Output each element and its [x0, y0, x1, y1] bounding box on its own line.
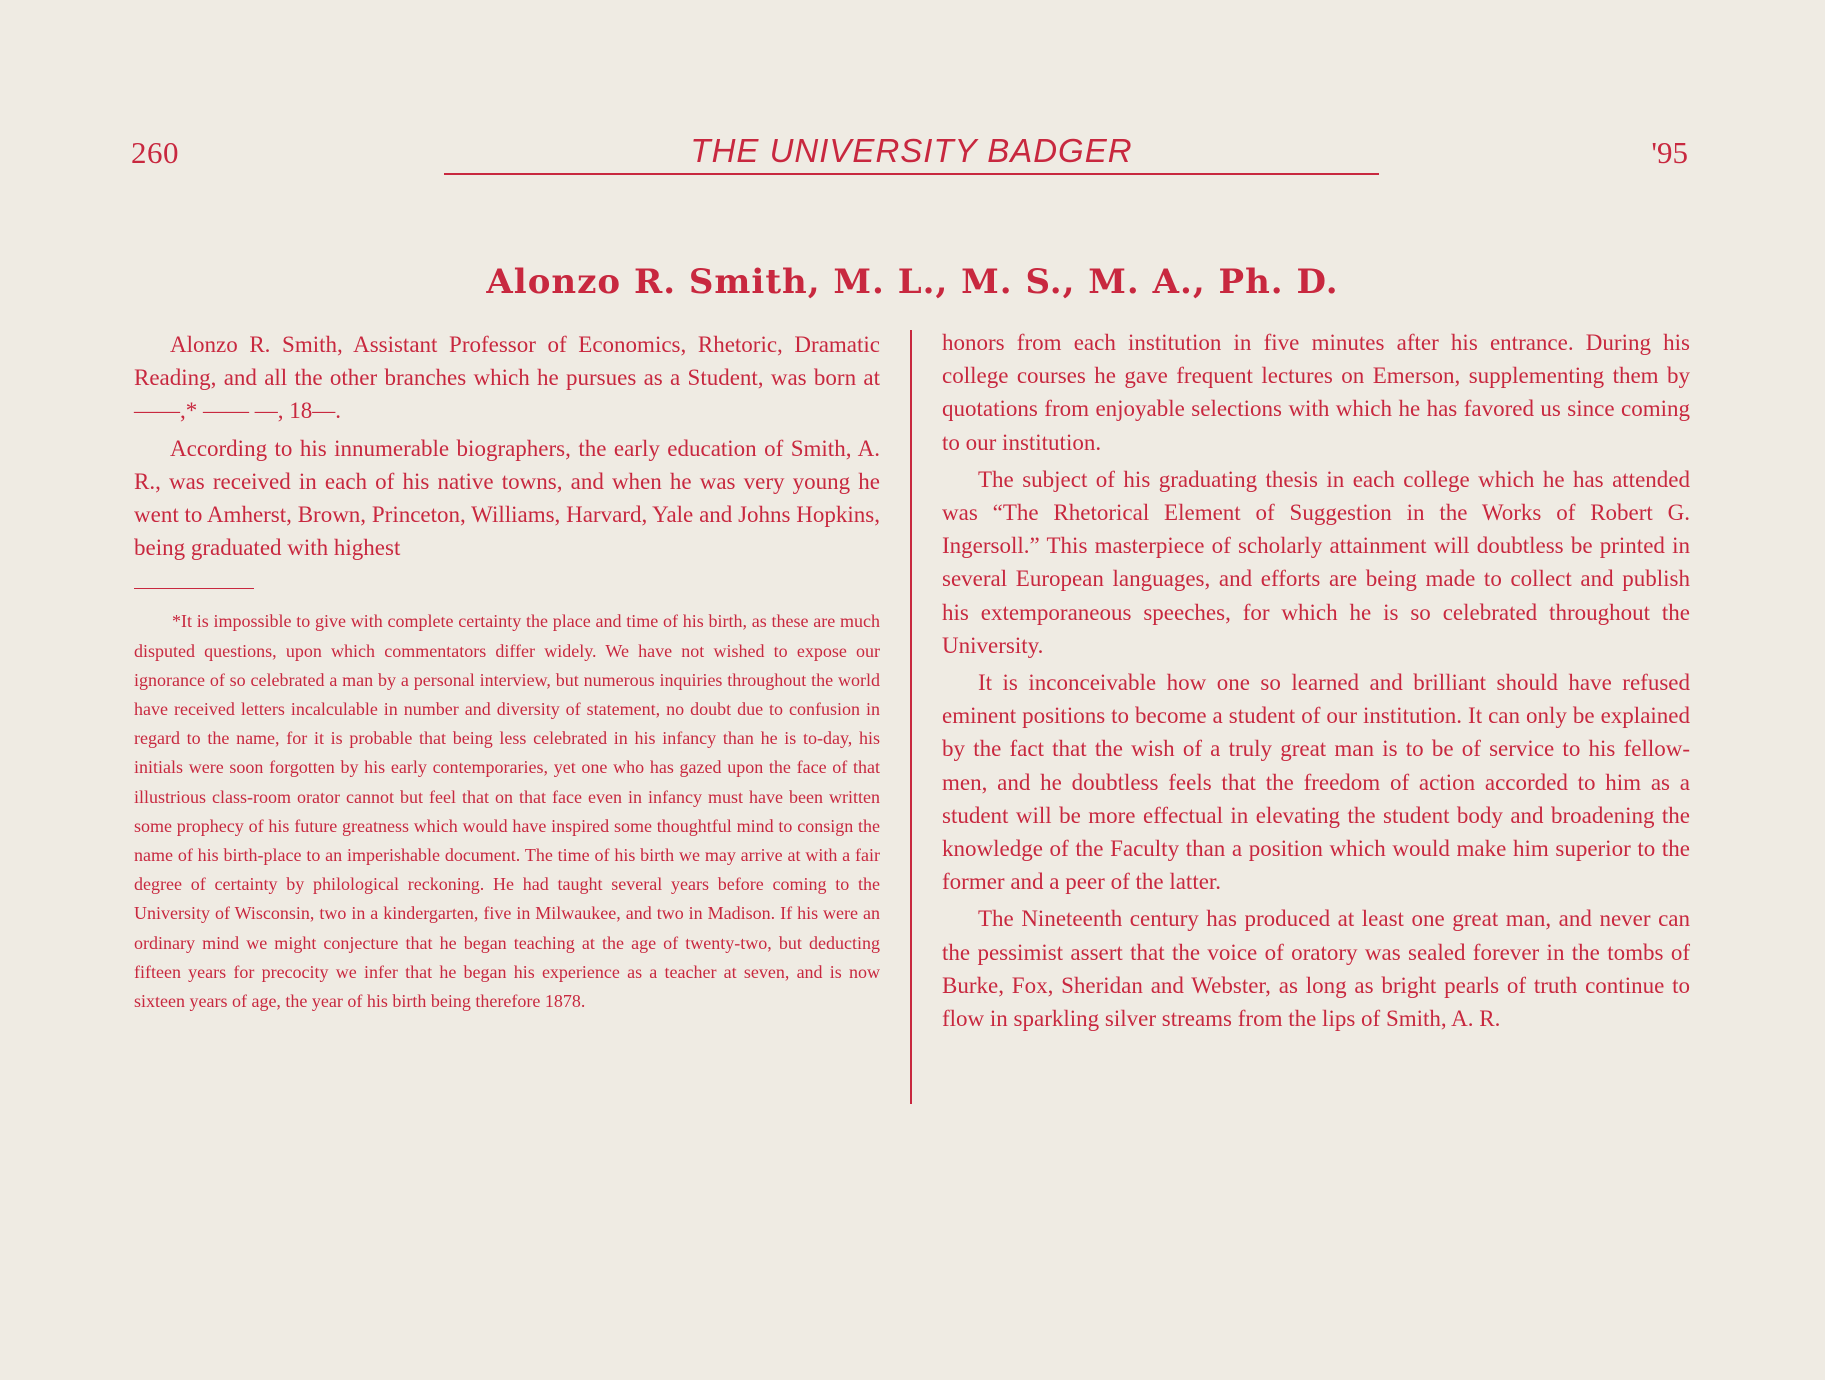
running-title: THE UNIVERSITY BADGER [690, 132, 1133, 169]
paragraph: It is inconceivable how one so learned and brilliant should have refused eminent positions to become a student of our institution. It can only be explained by the fact that the wish of a truly great man is to be of service to his fellow-men, and he doubtless feels that the freedom of action accorded to him as a student will be more effectual in elevating the student body and broadening the knowledge of the Faculty than a position which would make him superior to the former and a peer of the latter. [942, 670, 1690, 895]
footnote: *It is impossible to give with complete certainty the place and time of his birth, as these are much disputed questions, upon which commentators differ widely. We have not wished to expose our ignorance of so celebrated a man by a personal interview, but numerous inquiries throughout the world have received letters incalculable in number and diversity of statement, no doubt due to confusion in regard to the name, for it is probable that being less celebrated in his infancy than he is to-day, his initials were soon forgotten by his early contemporaries, yet one who has gazed upon the face of that illustrious class-room orator cannot but feel that on that face even in infancy must have been written some prophecy of his future greatness which would have inspired some thoughtful mind to consign the name of his birth-place to an imperishable document. The time of his birth we may arrive at with a fair degree of certainty by philological reckoning. He had taught several years before coming to the University of Wisconsin, two in a kindergarten, five in Milwaukee, and two in Madison. If his were an ordinary mind we might conjecture that he began teaching at the age of twenty-two, but deducting fifteen years for precocity we infer that he began his experience as a teacher at seven, and is now sixteen years of age, the year of his birth being therefore 1878. [134, 611, 880, 1012]
column-divider [910, 330, 912, 1104]
paragraph: Alonzo R. Smith, Assistant Professor of Economics, Rhetoric, Dramatic Reading, and all the other branches which he pursues as a Student, was born at ——,* —— —, 18—. [134, 332, 880, 424]
right-column [942, 326, 1690, 1035]
page-number: 260 [131, 135, 179, 170]
paragraph: honors from each institution in five minutes after his entrance. During his college courses he gave frequent lectures on Emerson, supplementing them by quotations from enjoyable selections with which he has favored us since coming to our institution. [942, 330, 1690, 455]
article-title: Alonzo R. Smith, M. L., M. S., M. A., Ph. D. [486, 262, 1339, 302]
paragraph: According to his innumerable biographers, the early education of Smith, A. R., was received in each of his native towns, and when he was very young he went to Amherst, Brown, Princeton, Williams, Harvard, Yale and Johns Hopkins, being graduated with highest [134, 435, 880, 561]
year-label: '95 [1651, 135, 1688, 170]
left-column [134, 328, 880, 1016]
paragraph: The Nineteenth century has produced at least one great man, and never can the pessimist assert that the voice of oratory was sealed forever in the tombs of Burke, Fox, Sheridan and Webster, as long as bright pearls of truth continue to flow in sparkling silver streams from the lips of Smith, A. R. [942, 906, 1690, 1032]
paragraph: The subject of his graduating thesis in each college which he has attended was “The Rhetorical Element of Suggestion in the Works of Robert G. Ingersoll.” This masterpiece of scholarly attainment will doubtless be printed in several European languages, and efforts are being made to collect and publish his extemporaneous speeches, for which he is so celebrated throughout the University. [942, 466, 1690, 658]
footnote-divider [134, 588, 254, 589]
header-rule [444, 173, 1379, 175]
